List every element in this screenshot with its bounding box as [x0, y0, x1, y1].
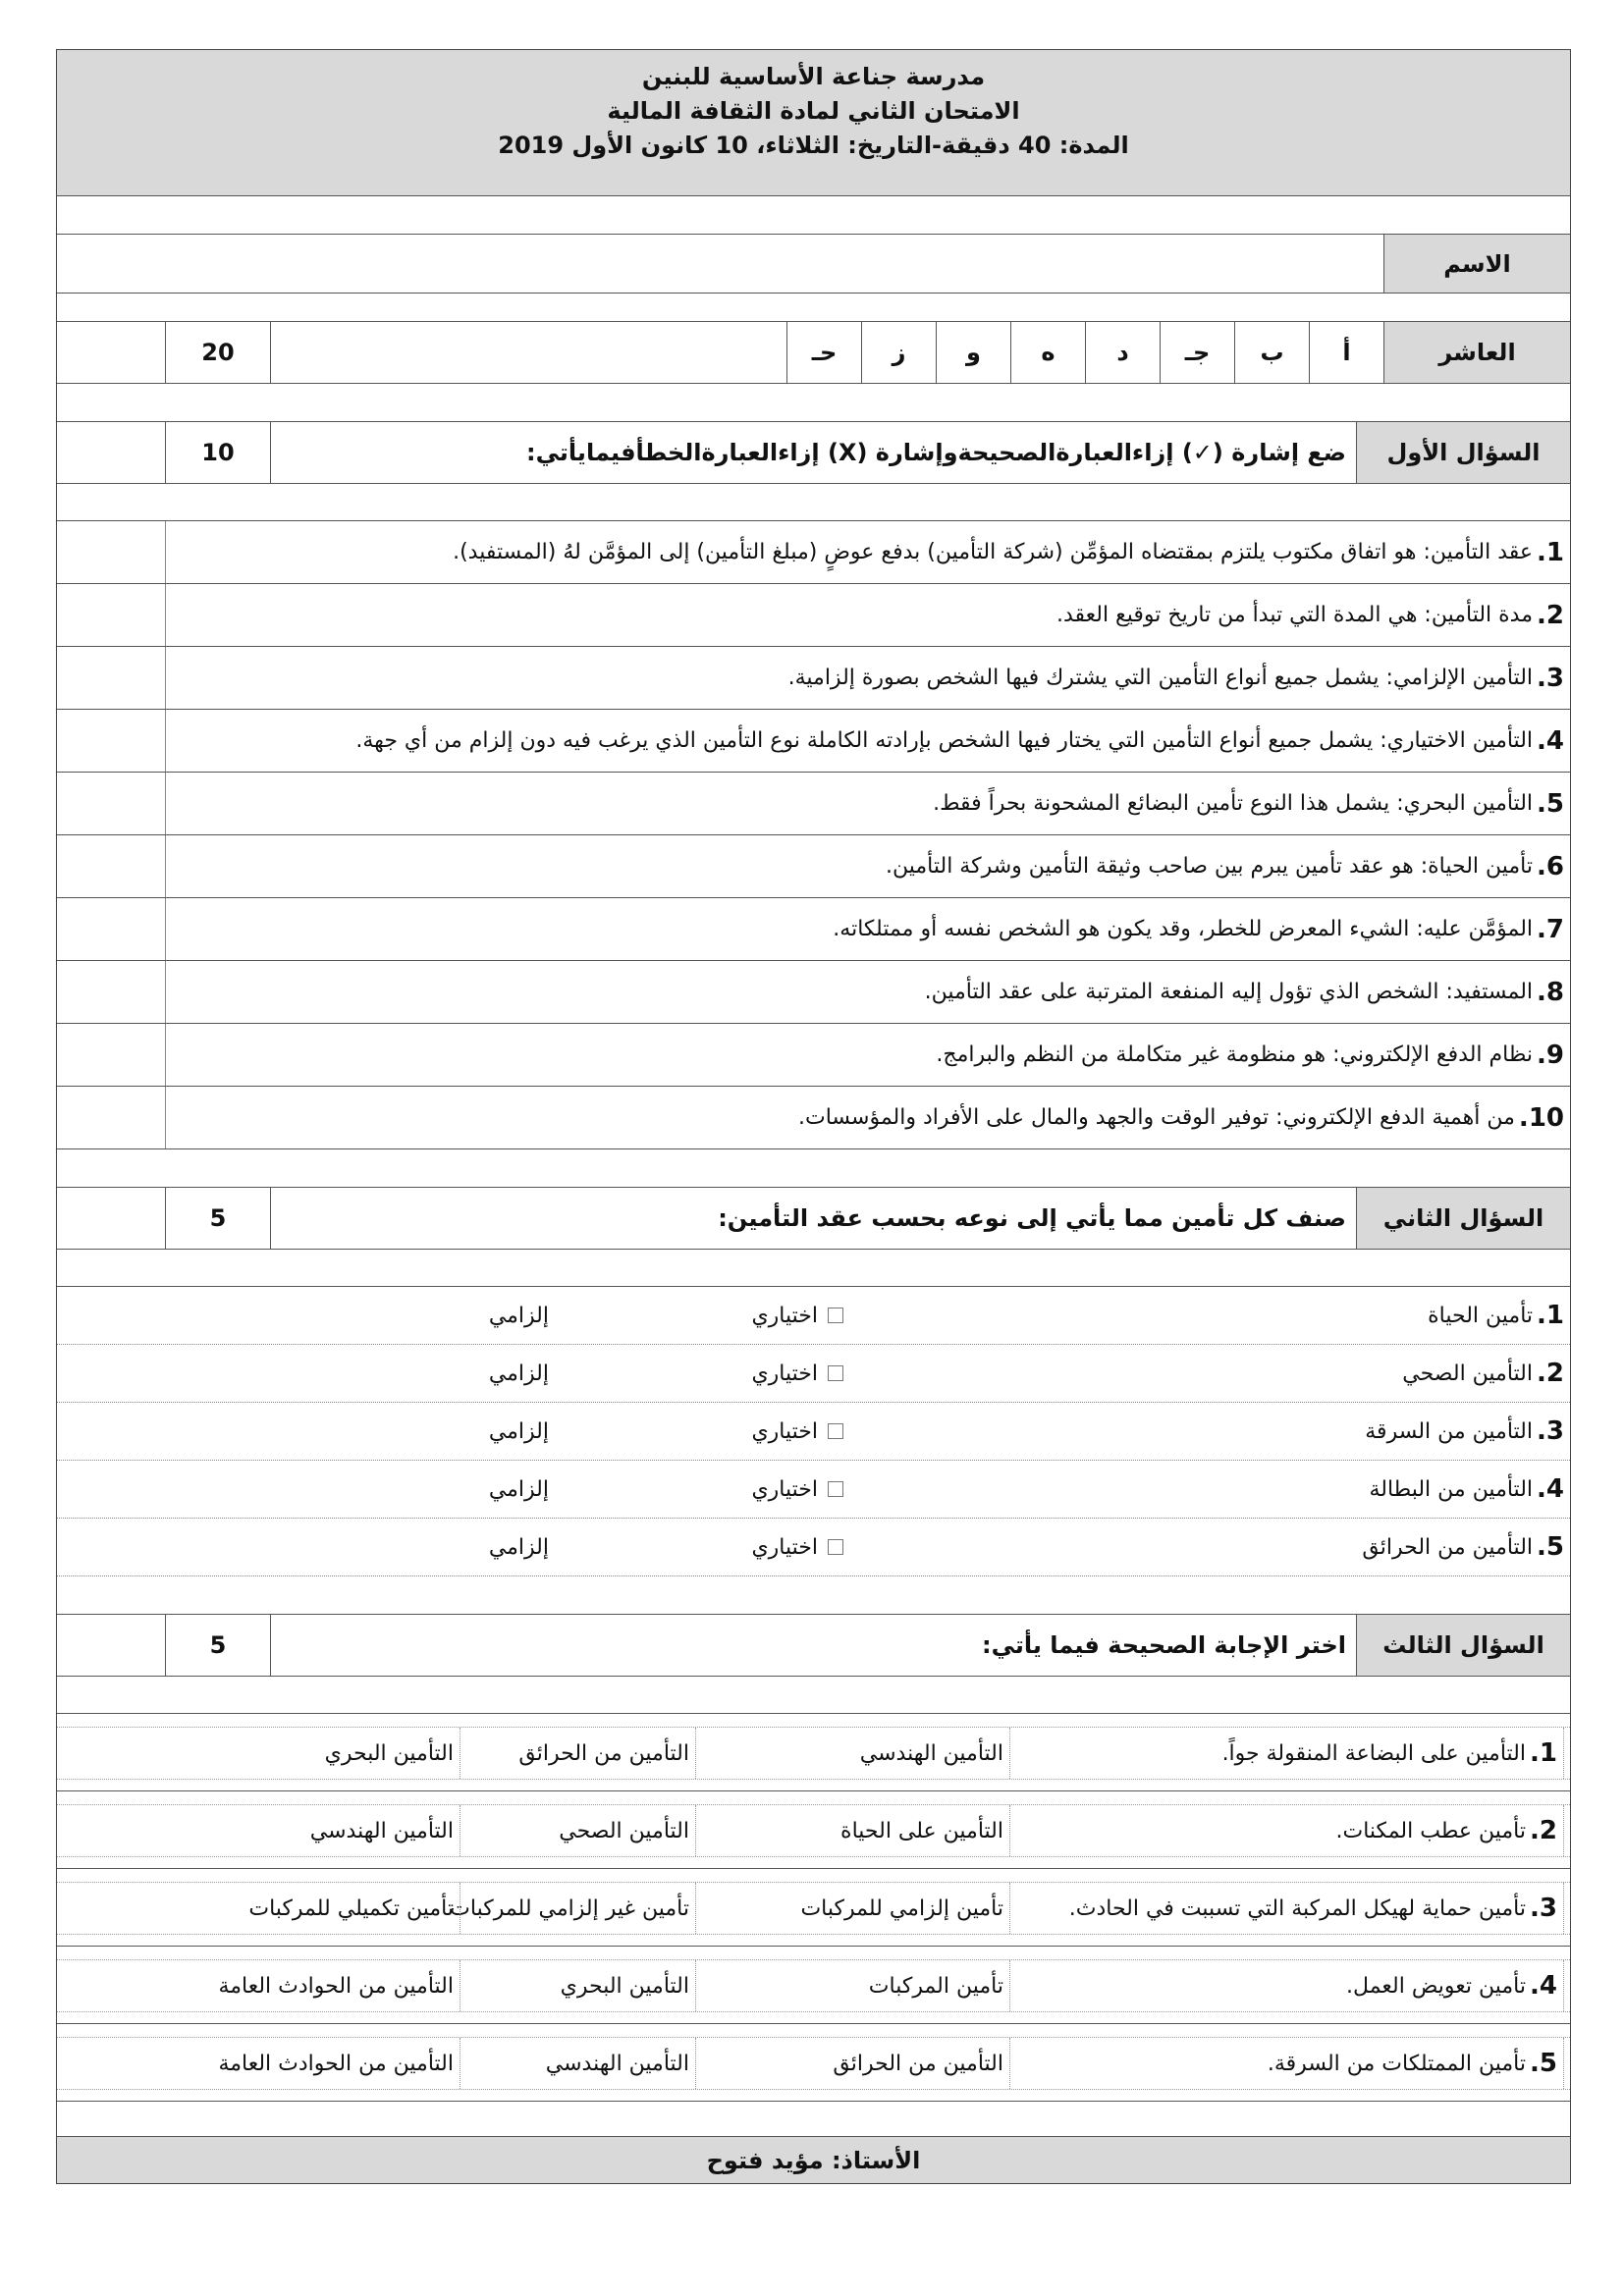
choice-option[interactable]: تأمين غير إلزامي للمركبات [375, 1883, 696, 1934]
option-label: اختياري [751, 1361, 818, 1386]
q3-item [57, 2024, 1570, 2102]
item-text: التأمين الإلزامي: يشمل جميع أنواع التأمين التي يشترك فيها الشخص بصورة إلزامية. [787, 666, 1534, 690]
item-number: 2. [1537, 1359, 1564, 1388]
q1-header [57, 422, 1570, 484]
q1-item [57, 1087, 1570, 1149]
q2-item [57, 1345, 1570, 1403]
item-number: 5. [1530, 2049, 1557, 2078]
item-text: التأمين البحري: يشمل هذا النوع تأمين البضائع المشحونة بحراً فقط. [933, 791, 1534, 816]
choice-option[interactable]: التأمين البحري [139, 1728, 460, 1779]
q1-item [57, 521, 1570, 584]
item-text: من أهمية الدفع الإلكتروني: توفير الوقت والجهد والمال على الأفراد والمؤسسات. [798, 1105, 1515, 1130]
item-number: 2. [1530, 1816, 1557, 1845]
q1-item-text-cell [165, 710, 1570, 772]
q1-item-text-cell [165, 835, 1570, 897]
q3-item-text [1336, 1805, 1564, 1856]
name-field[interactable] [57, 235, 1383, 293]
option-label: اختياري [751, 1534, 818, 1560]
q2-item-text [1365, 1403, 1564, 1460]
school-name: مدرسة جناعة الأساسية للبنين [641, 63, 986, 90]
section-box-4[interactable]: ه [1010, 322, 1085, 383]
exam-title: الامتحان الثاني لمادة الثقافة المالية [607, 97, 1020, 125]
option-label: إلزامي [488, 1303, 549, 1328]
exam-duration-date: المدة: 40 دقيقة-التاريخ: الثلاثاء، 10 كانون الأول 2019 [498, 132, 1129, 159]
option-label: إلزامي [488, 1534, 549, 1560]
q3-item [57, 1947, 1570, 2024]
option-label: إلزامي [488, 1418, 549, 1444]
q1-item-text-cell [165, 1087, 1570, 1148]
q1-item [57, 835, 1570, 898]
q3-item-text [1268, 2038, 1564, 2089]
q1-label: السؤال الأول [1356, 422, 1570, 483]
item-text: التأمين من الحرائق [1362, 1534, 1534, 1560]
name-row [57, 235, 1570, 294]
exam-header [57, 50, 1570, 196]
answer-mark-field[interactable] [57, 584, 165, 646]
item-number: 5. [1537, 788, 1564, 819]
section-box-7[interactable]: حـ [786, 322, 861, 383]
q3-label: السؤال الثالث [1356, 1615, 1570, 1676]
q2-item [57, 1403, 1570, 1461]
q1-instruction: ضع إشارة (✓) إزاءالعبارةالصحيحةوإشارة (X) إزاءالعبارةالخطأفيمايأتي: [526, 439, 1346, 466]
q2-item-text [1428, 1287, 1564, 1344]
spacer [57, 2102, 1570, 2137]
answer-mark-field[interactable] [57, 647, 165, 709]
option-label: اختياري [751, 1303, 818, 1328]
item-number: 1. [1537, 537, 1564, 567]
q1-item-text-cell [165, 521, 1570, 583]
answer-mark-field[interactable] [57, 773, 165, 834]
choice-option[interactable]: التأمين الهندسي [689, 1728, 1010, 1779]
section-box-2[interactable]: جـ [1160, 322, 1234, 383]
q2-item-text [1369, 1461, 1564, 1518]
option-mandatory[interactable] [489, 1519, 549, 1575]
checkbox-icon[interactable] [828, 1539, 843, 1555]
q2-item-text [1402, 1345, 1564, 1402]
option-label: إلزامي [488, 1361, 549, 1386]
option-mandatory[interactable] [489, 1287, 549, 1344]
item-text: تأمين تعويض العمل. [1346, 1973, 1527, 1999]
choice-option[interactable]: التأمين الصحي [375, 1805, 696, 1856]
section-box-1[interactable]: ب [1234, 322, 1309, 383]
option-mandatory[interactable] [489, 1403, 549, 1460]
section-box-0[interactable]: أ [1309, 322, 1383, 383]
choice-option[interactable]: تأمين المركبات [689, 1960, 1010, 2011]
spacer [57, 1250, 1570, 1287]
item-text: التأمين الصحي [1402, 1361, 1534, 1386]
item-number: 10. [1518, 1102, 1564, 1133]
item-text: تأمين الحياة: هو عقد تأمين يبرم بين صاحب وثيقة التأمين وشركة التأمين. [885, 854, 1534, 879]
q1-item-text-cell [165, 1024, 1570, 1086]
choice-option[interactable]: التأمين من الحوادث العامة [139, 2038, 460, 2089]
section-box-3[interactable]: د [1085, 322, 1160, 383]
q1-item [57, 1024, 1570, 1087]
exam-sheet [56, 49, 1571, 2184]
q1-item [57, 647, 1570, 710]
option-optional[interactable] [751, 1519, 843, 1575]
q2-item [57, 1287, 1570, 1345]
item-text: التأمين من البطالة [1369, 1476, 1534, 1502]
grade-label: العاشر [1383, 322, 1570, 383]
q2-label: السؤال الثاني [1356, 1188, 1570, 1249]
q2-item [57, 1461, 1570, 1519]
item-number: 4. [1530, 1971, 1557, 2001]
answer-mark-field[interactable] [57, 710, 165, 772]
q3-item [57, 1714, 1570, 1791]
q1-item-text-cell [165, 647, 1570, 709]
item-number: 1. [1530, 1738, 1557, 1768]
q2-score: 5 [165, 1188, 271, 1249]
q3-item-text [1069, 1883, 1564, 1934]
item-number: 5. [1537, 1532, 1564, 1562]
q1-item [57, 961, 1570, 1024]
item-number: 4. [1537, 725, 1564, 756]
item-text: مدة التأمين: هي المدة التي تبدأ من تاريخ توقيع العقد. [1056, 603, 1534, 627]
q1-item [57, 710, 1570, 773]
choice-option[interactable]: التأمين من الحرائق [375, 1728, 696, 1779]
item-number: 3. [1537, 663, 1564, 693]
item-number: 6. [1537, 851, 1564, 881]
q2-instruction: صنف كل تأمين مما يأتي إلى نوعه بحسب عقد التأمين: [718, 1204, 1346, 1232]
item-number: 4. [1537, 1474, 1564, 1504]
item-text: تأمين عطب المكنات. [1335, 1818, 1527, 1843]
spacer [57, 196, 1570, 235]
q2-header [57, 1188, 1570, 1250]
item-number: 9. [1537, 1040, 1564, 1070]
q1-item-text-cell [165, 898, 1570, 960]
spacer [57, 1149, 1570, 1188]
item-text: التأمين من السرقة [1365, 1418, 1534, 1444]
answer-mark-field[interactable] [57, 898, 165, 960]
item-text: المؤمَّن عليه: الشيء المعرض للخطر، وقد يكون هو الشخص نفسه أو ممتلكاته. [833, 917, 1534, 941]
answer-mark-field[interactable] [57, 521, 165, 583]
q3-header [57, 1615, 1570, 1677]
checkbox-icon[interactable] [828, 1308, 843, 1323]
q3-item-line [57, 2037, 1570, 2090]
choice-option[interactable]: تأمين إلزامي للمركبات [689, 1883, 1010, 1934]
item-text: تأمين حماية لهيكل المركبة التي تسببت في الحادث. [1068, 1896, 1527, 1921]
item-text: التأمين الاختياري: يشمل جميع أنواع التأمين التي يختار فيها الشخص بإرادته الكاملة نوع التأمين الذي يرغب فيه دون إلزام من أي جهة. [355, 728, 1534, 753]
option-label: اختياري [751, 1418, 818, 1444]
q3-item-line [57, 1804, 1570, 1857]
choice-option[interactable]: التأمين البحري [375, 1960, 696, 2011]
choice-option[interactable]: تأمين تكميلي للمركبات [139, 1883, 460, 1934]
answer-mark-field[interactable] [57, 1024, 165, 1086]
item-text: المستفيد: الشخص الذي تؤول إليه المنفعة المترتبة على عقد التأمين. [924, 980, 1534, 1004]
q1-item [57, 584, 1570, 647]
item-number: 7. [1537, 914, 1564, 944]
choice-option[interactable]: التأمين على الحياة [689, 1805, 1010, 1856]
q3-item-line [57, 1882, 1570, 1935]
q1-item-text-cell [165, 584, 1570, 646]
choice-option[interactable]: التأمين من الحوادث العامة [139, 1960, 460, 2011]
spacer [57, 1677, 1570, 1714]
item-text: تأمين الممتلكات من السرقة. [1267, 2051, 1527, 2076]
choice-option[interactable]: التأمين من الحرائق [689, 2038, 1010, 2089]
q3-item-text [1222, 1728, 1564, 1779]
q3-item-line [57, 1959, 1570, 2012]
name-label: الاسم [1383, 235, 1570, 293]
answer-mark-field[interactable] [57, 835, 165, 897]
option-optional[interactable] [751, 1345, 843, 1402]
q1-item [57, 898, 1570, 961]
q3-item-text [1346, 1960, 1564, 2011]
option-label: اختياري [751, 1476, 818, 1502]
option-mandatory[interactable] [489, 1461, 549, 1518]
q2-item-text [1362, 1519, 1564, 1575]
item-number: 8. [1537, 977, 1564, 1007]
option-optional[interactable] [751, 1461, 843, 1518]
choice-option[interactable]: التأمين الهندسي [139, 1805, 460, 1856]
q3-item [57, 1869, 1570, 1947]
option-label: إلزامي [488, 1476, 549, 1502]
option-optional[interactable] [751, 1287, 843, 1344]
item-text: نظام الدفع الإلكتروني: هو منظومة غير متكاملة من النظم والبرامج. [936, 1042, 1534, 1067]
item-text: التأمين على البضاعة المنقولة جواً. [1221, 1740, 1527, 1766]
q2-item [57, 1519, 1570, 1576]
checkbox-icon[interactable] [828, 1481, 843, 1497]
grade-row [57, 322, 1570, 384]
q1-score: 10 [165, 422, 271, 483]
option-mandatory[interactable] [489, 1345, 549, 1402]
spacer [57, 384, 1570, 422]
teacher-name: الأستاذ: مؤيد فتوح [57, 2137, 1570, 2183]
choice-option[interactable]: التأمين الهندسي [375, 2038, 696, 2089]
answer-mark-field[interactable] [57, 961, 165, 1023]
spacer [57, 484, 1570, 521]
item-number: 1. [1537, 1301, 1564, 1330]
checkbox-icon[interactable] [828, 1423, 843, 1439]
q1-item-text-cell [165, 773, 1570, 834]
spacer [57, 1576, 1570, 1615]
spacer [57, 294, 1570, 322]
item-number: 3. [1537, 1416, 1564, 1446]
item-text: تأمين الحياة [1428, 1303, 1534, 1328]
q1-item-text-cell [165, 961, 1570, 1023]
section-box-5[interactable]: و [936, 322, 1010, 383]
checkbox-icon[interactable] [828, 1365, 843, 1381]
option-optional[interactable] [751, 1403, 843, 1460]
answer-mark-field[interactable] [57, 1087, 165, 1148]
q3-instruction: اختر الإجابة الصحيحة فيما يأتي: [981, 1631, 1346, 1659]
section-box-6[interactable]: ز [861, 322, 936, 383]
q1-item [57, 773, 1570, 835]
q3-item [57, 1791, 1570, 1869]
item-number: 3. [1530, 1894, 1557, 1923]
item-text: عقد التأمين: هو اتفاق مكتوب يلتزم بمقتضاه المؤمِّن (شركة التأمين) بدفع عوضٍ (مبلغ التأمين) إلى المؤمَّن لهُ (المستفيد). [453, 540, 1534, 564]
total-score: 20 [165, 322, 271, 383]
item-number: 2. [1537, 600, 1564, 630]
q3-item-line [57, 1727, 1570, 1780]
q3-score: 5 [165, 1615, 271, 1676]
